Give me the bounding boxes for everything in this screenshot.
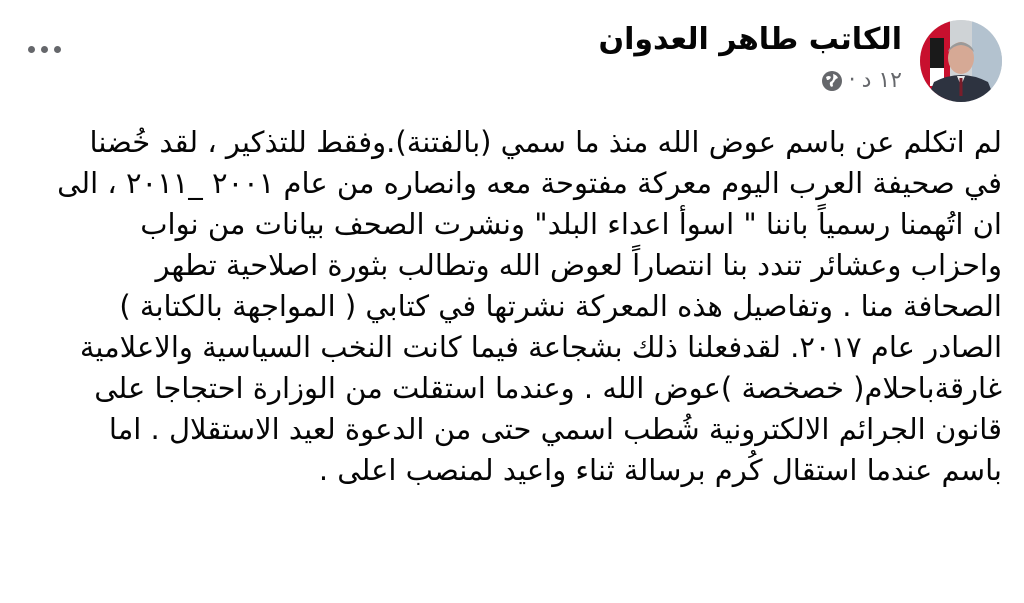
post-body-line: الصادر عام ٢٠١٧. لقدفعلنا ذلك بشجاعة فيما كانت النخب السياسية والاعلامية (79, 330, 1002, 364)
post-time[interactable]: ١٢ د (861, 68, 902, 93)
post-body-line: لم اتكلم عن باسم عوض الله منذ ما سمي (بالفتنة).وفقط للتذكير ، لقد خُضنا (89, 125, 1002, 159)
post-body-line: واحزاب وعشائر تندد بنا انتصاراً لعوض الله وتطالب بثورة اصلاحية تطهر (155, 248, 1002, 282)
post-body-line: في صحيفة العرب اليوم معركة مفتوحة معه وانصاره من عام ٢٠٠١ _٢٠١١ ، الى (57, 166, 1002, 200)
dot (54, 46, 61, 53)
more-options-icon[interactable] (28, 46, 61, 53)
post-body-line: قانون الجرائم الالكترونية شُطب اسمي حتى من الدعوة لعيد الاستقلال . اما (108, 412, 1002, 446)
author-name[interactable]: الكاتب طاهر العدوان (598, 22, 902, 57)
post-body-line: باسم عندما استقال كُرم برسالة ثناء واعيد لمنصب اعلى . (318, 453, 1002, 487)
dot (41, 46, 48, 53)
post-body (17, 122, 1002, 491)
dot (28, 46, 35, 53)
post-body-line: الصحافة منا . وتفاصيل هذه المعركة نشرتها في كتابي ( المواجهة بالكتابة ) (119, 289, 1002, 323)
globe-icon[interactable] (821, 70, 843, 92)
post-meta (821, 68, 902, 93)
post-body-line: ان اتُهمنا رسمياً باننا " اسوأ اعداء البلد" ونشرت الصحف بيانات من نواب (140, 207, 1002, 241)
post-body-line: غارقةباحلام( خصخصة )عوض الله . وعندما استقلت من الوزارة احتجاجا على (94, 371, 1002, 405)
avatar-image (920, 20, 1002, 102)
author-avatar[interactable] (920, 20, 1002, 102)
meta-separator: · (848, 68, 856, 93)
